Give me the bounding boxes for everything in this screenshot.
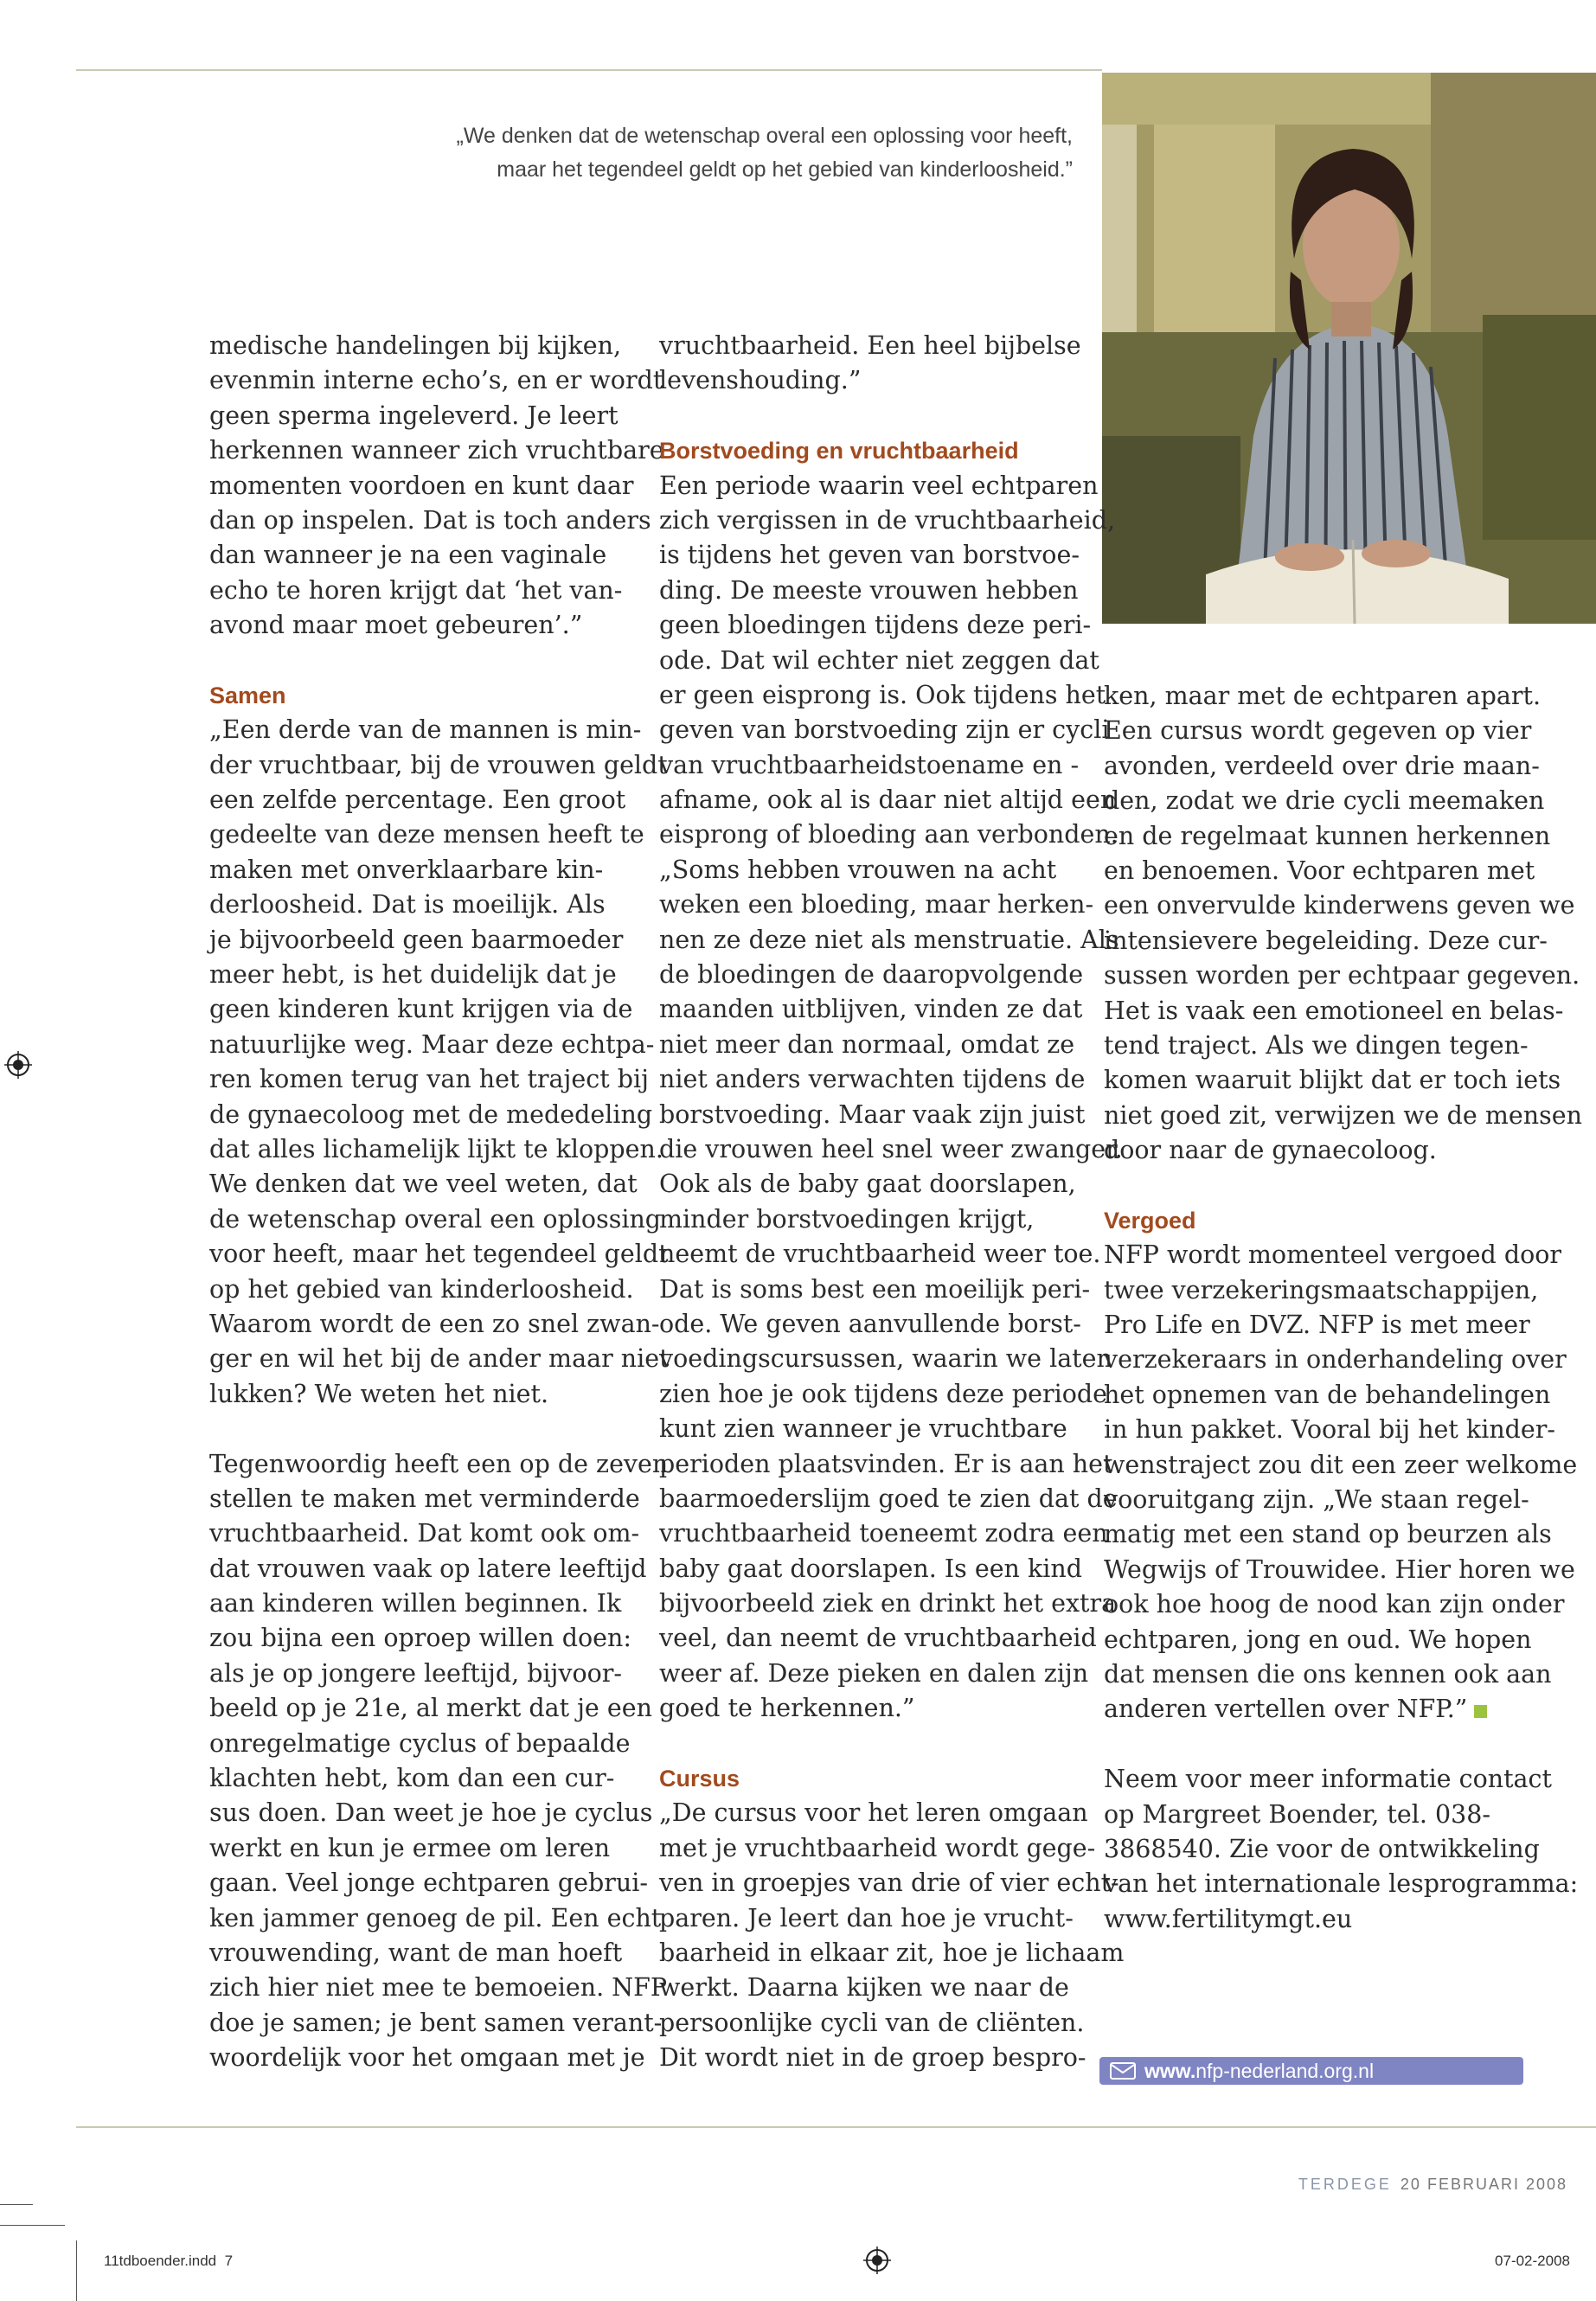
text-line	[209, 1307, 659, 1342]
text-line	[659, 888, 1109, 922]
text-line	[209, 1202, 662, 1237]
text-line-content: bijvoorbeeld ziek en drinkt het extra	[659, 1589, 1117, 1618]
text-line	[659, 1377, 1109, 1412]
text-line	[209, 1167, 659, 1202]
text-line-content: de wetenschap overal een oplossing	[209, 1204, 662, 1234]
text-line	[1104, 1798, 1554, 1832]
text-line	[1104, 1623, 1554, 1657]
text-line-content: dan wanneer je na een vaginale	[209, 541, 607, 570]
text-line	[209, 1901, 662, 1936]
text-line-content: veel, dan neemt de vruchtbaarheid	[659, 1624, 1097, 1653]
text-line-content: niet meer dan normaal, omdat ze	[659, 1029, 1075, 1059]
text-line	[1104, 1448, 1578, 1483]
paragraph-gap	[659, 1727, 1109, 1761]
text-line	[659, 958, 1109, 992]
text-line-content: Pro Life en DVZ. NFP is met meer	[1104, 1311, 1530, 1340]
text-line-content: zou bijna een oproep willen doen:	[209, 1624, 631, 1653]
text-line	[659, 1586, 1117, 1621]
text-line	[1104, 1273, 1554, 1308]
text-line	[1104, 958, 1580, 993]
text-line	[659, 574, 1109, 608]
text-line	[209, 1516, 659, 1551]
text-line	[209, 1132, 663, 1167]
crop-mark	[76, 2240, 77, 2301]
text-line-content: baby gaat doorslapen. Is een kind	[659, 1554, 1082, 1583]
website-domain: nfp-nederland.org.nl	[1195, 2059, 1375, 2082]
text-line	[1104, 1343, 1567, 1377]
text-line-content: Neem voor meer informatie contact	[1104, 1765, 1552, 1794]
text-line-content: ren komen terug van het traject bij	[209, 1065, 649, 1094]
crop-mark	[0, 2225, 65, 2226]
text-line-content: dat alles lichamelijk lijkt te kloppen.	[209, 1134, 663, 1163]
text-column-2	[659, 329, 1125, 2076]
text-line	[209, 1796, 659, 1830]
text-line-content: werkt. Daarna kijken we naar de	[659, 1973, 1069, 2003]
text-line-content: nen ze deze niet als menstruatie. Als	[659, 925, 1119, 954]
text-line-content: eisprong of bloeding aan verbonden.	[659, 820, 1118, 849]
text-line	[659, 992, 1109, 1027]
text-line	[659, 923, 1119, 958]
text-line	[1104, 1657, 1554, 1692]
website-banner[interactable]	[1099, 2057, 1523, 2085]
text-line-content: maken met onverklaarbare kin-	[209, 855, 604, 884]
text-line-content: herkennen wanneer zich vruchtbare	[209, 436, 664, 465]
text-line-content: tend traject. Als we dingen tegen-	[1104, 1030, 1529, 1060]
section-heading: Cursus	[659, 1766, 740, 1792]
text-line	[1104, 1832, 1554, 1867]
text-line	[209, 1062, 659, 1097]
text-line	[659, 469, 1109, 503]
text-line	[659, 1866, 1119, 1900]
text-line-content: ode. We geven aanvullende borst-	[659, 1309, 1081, 1338]
text-line-content: medische handelingen bij kijken,	[209, 331, 622, 360]
website-prefix: www.	[1144, 2059, 1196, 2082]
text-line-content: kunt zien wanneer je vruchtbare	[659, 1414, 1067, 1444]
text-line-content: de gynaecoloog met de mededeling	[209, 1099, 653, 1129]
text-line-content: anderen vertellen over NFP.”	[1104, 1695, 1468, 1724]
text-line-content: is tijdens het geven van borstvoe-	[659, 541, 1080, 570]
text-line	[659, 1237, 1109, 1272]
text-line	[659, 748, 1109, 783]
text-line	[209, 958, 659, 992]
text-line-content: ode. Dat wil echter niet zeggen dat	[659, 645, 1099, 675]
text-line-content: 3868540. Zie voor de ontwikkeling	[1104, 1834, 1540, 1863]
text-line	[1104, 679, 1554, 714]
text-line-content: meer hebt, is het duidelijk dat je	[209, 960, 617, 990]
text-line	[209, 1971, 668, 2005]
text-line	[209, 1657, 659, 1691]
text-line-content: en benoemen. Voor echtparen met	[1104, 856, 1535, 885]
text-line	[1104, 1867, 1579, 1901]
text-line-content: dat mensen die ons kennen ook aan	[1104, 1659, 1552, 1689]
text-line	[209, 503, 659, 538]
text-line-content: dan op inspelen. Dat is toch anders	[209, 505, 651, 535]
text-line	[659, 1098, 1109, 1132]
pull-quote-line: „We denken dat de wetenschap overal een oplossing voor heeft,	[456, 124, 1073, 148]
text-line-content: ken, maar met de echtparen apart.	[1104, 682, 1542, 710]
text-line-content: niet goed zit, verwijzen we de mensen	[1104, 1100, 1582, 1130]
slug-date: 07-02-2008	[1495, 2253, 1570, 2269]
text-line	[209, 1272, 659, 1307]
text-line-content: den, zodat we drie cycli meemaken	[1104, 786, 1545, 816]
text-line-content: geen sperma ingeleverd. Je leert	[209, 401, 619, 430]
text-line-content: een onvervulde kinderwens geven we	[1104, 891, 1575, 920]
text-line	[659, 2006, 1109, 2041]
text-line-content: een zelfde percentage. Een groot	[209, 785, 626, 815]
text-line	[209, 1098, 659, 1132]
text-line	[1104, 1692, 1554, 1727]
text-line	[659, 1482, 1118, 1516]
text-line-content: voor heeft, maar het tegendeel geldt	[209, 1240, 669, 1269]
text-line-content: weken een bloeding, maar herken-	[659, 890, 1094, 920]
text-line-content: niet anders verwachten tijdens de	[659, 1065, 1086, 1094]
text-line	[1104, 819, 1554, 854]
pull-quote	[260, 119, 1073, 187]
text-line-content: Wegwijs of Trouwidee. Hier horen we	[1104, 1554, 1575, 1584]
text-line-content: onregelmatige cyclus of bepaalde	[209, 1728, 631, 1758]
text-line-content: gedeelte van deze mensen heeft te	[209, 820, 644, 849]
text-line-content: beeld op je 21e, al merkt dat je een	[209, 1694, 652, 1723]
text-line	[1104, 784, 1554, 818]
text-line-content: matig met een stand op beurzen als	[1104, 1520, 1552, 1549]
page-footer	[1298, 2176, 1567, 2194]
text-line	[209, 1761, 659, 1796]
slug-file	[104, 2253, 233, 2270]
text-line	[209, 1342, 670, 1376]
text-line	[209, 923, 659, 958]
text-line-content: twee verzekeringsmaatschappijen,	[1104, 1275, 1539, 1304]
text-line-content: als je op jongere leeftijd, bijvoor-	[209, 1658, 623, 1688]
text-line-content: Het is vaak een emotioneel en belas-	[1104, 996, 1564, 1025]
text-line	[1104, 924, 1554, 958]
text-line	[1104, 1099, 1582, 1133]
text-line	[659, 1657, 1109, 1691]
text-line-content: der vruchtbaar, bij de vrouwen geldt	[209, 750, 668, 779]
slug-filename: 11tdboender.indd	[104, 2253, 217, 2269]
text-line-content: Dit wordt niet in de groep bespro-	[659, 2043, 1086, 2073]
text-line-content: We denken dat we veel weten, dat	[209, 1170, 638, 1199]
text-line	[1104, 1553, 1575, 1587]
text-line-content: baarheid in elkaar zit, hoe je lichaam	[659, 1938, 1125, 1967]
text-line-content: zich hier niet mee te bemoeien. NFP	[209, 1973, 668, 2003]
text-line-content: Tegenwoordig heeft een op de zeven	[209, 1449, 669, 1478]
section-heading: Samen	[209, 682, 286, 708]
text-line	[659, 1272, 1109, 1307]
text-column-1	[209, 329, 670, 2076]
text-line-content: vruchtbaarheid. Dat komt ook om-	[209, 1519, 640, 1548]
text-line	[1104, 1378, 1554, 1413]
text-line	[659, 2041, 1109, 2075]
slug-page: 7	[224, 2253, 234, 2269]
paragraph-gap	[1104, 1168, 1554, 1202]
text-line-content: echo te horen krijgt dat ‘het van-	[209, 575, 623, 605]
section-heading: Borstvoeding en vruchtbaarheid	[659, 438, 1019, 465]
text-line	[209, 817, 659, 852]
text-line-content: paren. Je leert dan hoe je vrucht-	[659, 1903, 1074, 1932]
issue-date: 20 FEBRUARI 2008	[1400, 2176, 1567, 2193]
text-line-content: natuurlijke weg. Maar deze echtpa-	[209, 1029, 655, 1059]
text-line-content: lukken? We weten het niet.	[209, 1379, 549, 1408]
text-line	[1104, 994, 1564, 1029]
text-line-content: Dat is soms best een moeilijk peri-	[659, 1274, 1091, 1304]
text-line-content: minder borstvoedingen krijgt,	[659, 1204, 1035, 1234]
top-rule	[76, 69, 1102, 71]
text-line-content: sus doen. Dan weet je hoe je cyclus	[209, 1798, 653, 1828]
text-line	[1104, 888, 1575, 923]
text-line	[209, 1727, 659, 1761]
text-line-content: weer af. Deze pieken en dalen zijn	[659, 1658, 1089, 1688]
text-line	[209, 399, 659, 433]
text-line	[209, 1831, 659, 1866]
text-line	[659, 1412, 1109, 1446]
text-line	[1104, 1762, 1554, 1797]
text-line	[659, 1901, 1109, 1936]
text-line	[659, 1936, 1125, 1971]
text-line	[659, 1167, 1109, 1202]
section-heading: Vergoed	[1104, 1207, 1196, 1234]
text-line-content: avond maar moet gebeuren’.”	[209, 611, 583, 640]
text-line	[659, 1796, 1109, 1830]
text-line-content: klachten hebt, kom dan een cur-	[209, 1764, 615, 1793]
text-line-content: stellen te maken met verminderde	[209, 1484, 640, 1513]
text-line	[1104, 1029, 1554, 1063]
paragraph-gap	[209, 1412, 659, 1446]
text-line	[209, 2041, 659, 2075]
text-line	[659, 1831, 1109, 1866]
text-line	[209, 469, 659, 503]
portrait-photo	[1102, 73, 1596, 624]
text-line	[209, 1552, 659, 1586]
text-line-content: ger en wil het bij de ander maar niet	[209, 1344, 670, 1374]
text-line	[209, 538, 659, 573]
pull-quote-line: maar het tegendeel geldt op het gebied van kinderloosheid.”	[497, 157, 1073, 182]
text-line-content: momenten voordoen en kunt daar	[209, 471, 634, 500]
text-line	[659, 1447, 1113, 1482]
text-line	[209, 1936, 659, 1971]
text-line	[1104, 1483, 1554, 1517]
text-line-content: Een cursus wordt gegeven op vier	[1104, 716, 1532, 746]
text-line-content: op het gebied van kinderloosheid.	[209, 1274, 634, 1304]
text-line-content: ven in groepjes van drie of vier echt-	[659, 1868, 1119, 1898]
text-line-content: Waarom wordt de een zo snel zwan-	[209, 1309, 660, 1338]
text-line	[659, 1621, 1109, 1656]
text-line	[209, 433, 664, 468]
text-line-content: levenshouding.”	[659, 366, 862, 395]
text-line-content: borstvoeding. Maar vaak zijn juist	[659, 1099, 1086, 1129]
paragraph-gap	[209, 644, 659, 678]
text-line	[209, 888, 659, 922]
text-line	[659, 783, 1117, 817]
crop-mark	[0, 2204, 33, 2205]
text-line-content: er geen eisprong is. Ook tijdens het	[659, 680, 1106, 709]
text-line	[209, 608, 659, 643]
text-line-content: vruchtbaarheid. Een heel bijbelse	[659, 331, 1081, 360]
text-line	[209, 1586, 659, 1621]
text-line-content: op Margreet Boender, tel. 038-	[1104, 1799, 1490, 1829]
text-line	[209, 1482, 659, 1516]
text-line	[659, 713, 1109, 747]
text-line	[659, 538, 1109, 573]
text-line-content: derloosheid. Dat is moeilijk. Als	[209, 890, 606, 920]
text-line-content: www.fertilitymgt.eu	[1104, 1904, 1353, 1933]
text-line	[209, 992, 659, 1027]
text-line	[659, 1552, 1109, 1586]
text-line	[659, 329, 1109, 363]
text-line	[659, 1028, 1109, 1062]
text-line	[1104, 1587, 1565, 1622]
text-line-content: avonden, verdeeld over drie maan-	[1104, 751, 1540, 780]
text-line	[209, 1447, 669, 1482]
text-line	[659, 1516, 1109, 1551]
text-line-content: vruchtbaarheid toeneemt zodra een	[659, 1519, 1108, 1548]
text-line-content: evenmin interne echo’s, en er wordt	[209, 366, 663, 395]
end-mark-icon	[1474, 1705, 1487, 1718]
text-line-content: neemt de vruchtbaarheid weer toe.	[659, 1240, 1101, 1269]
text-line	[659, 1971, 1109, 2005]
text-line-content: gaan. Veel jonge echtparen gebrui-	[209, 1868, 648, 1898]
text-line	[1104, 1238, 1562, 1272]
text-line-content: vrouwending, want de man hoeft	[209, 1938, 623, 1967]
text-line-content: verzekeraars in onderhandeling over	[1104, 1345, 1567, 1375]
text-line-content: Een periode waarin veel echtparen	[659, 471, 1099, 500]
paragraph-gap	[659, 399, 1109, 433]
text-line-content: Ook als de baby gaat doorslapen,	[659, 1170, 1076, 1199]
registration-mark-icon	[4, 1051, 32, 1082]
text-line	[209, 853, 659, 888]
text-line	[209, 1866, 659, 1900]
text-line	[209, 1691, 659, 1726]
text-line	[1104, 1413, 1554, 1447]
paragraph-gap	[1104, 1727, 1554, 1762]
text-line-content: geen kinderen kunt krijgen via de	[209, 995, 633, 1024]
text-line-content: woordelijk voor het omgaan met je	[209, 2043, 645, 2073]
text-column-3	[1104, 679, 1582, 1937]
registration-mark-icon	[863, 2247, 891, 2278]
text-line	[659, 678, 1109, 713]
text-line-content: je bijvoorbeeld geen baarmoeder	[209, 925, 624, 954]
text-line-content: geen bloedingen tijdens deze peri-	[659, 611, 1092, 640]
text-line-content: dat vrouwen vaak op latere leeftijd	[209, 1554, 647, 1583]
text-line	[209, 329, 659, 363]
text-line	[209, 1377, 659, 1412]
text-line	[659, 363, 1109, 398]
text-line-content: ken jammer genoeg de pil. Een echt	[209, 1903, 662, 1932]
text-line	[1104, 854, 1554, 888]
text-line-content: van vruchtbaarheidstoename en -	[659, 750, 1080, 779]
magazine-name: TERDEGE	[1298, 2176, 1392, 2193]
text-line	[659, 608, 1109, 643]
text-line-content: „Een derde van de mannen is min-	[209, 715, 642, 745]
text-line	[1104, 1902, 1554, 1937]
text-line-content: echtparen, jong en oud. We hopen	[1104, 1625, 1532, 1654]
text-line	[659, 1132, 1123, 1167]
text-line-content: zien hoe je ook tijdens deze periode	[659, 1379, 1107, 1408]
text-line-content: voedingscursussen, waarin we laten	[659, 1344, 1112, 1374]
text-line-content: aan kinderen willen beginnen. Ik	[209, 1589, 622, 1618]
text-line-content: ding. De meeste vrouwen hebben	[659, 575, 1079, 605]
text-line-content: „De cursus voor het leren omgaan	[659, 1798, 1088, 1828]
text-line-content: maanden uitblijven, vinden ze dat	[659, 995, 1083, 1024]
text-line	[209, 783, 659, 817]
text-line	[659, 1062, 1109, 1097]
text-line-content: komen waaruit blijkt dat er toch iets	[1104, 1066, 1561, 1095]
text-line-content: geven van borstvoeding zijn er cycli	[659, 715, 1110, 745]
text-line	[209, 713, 659, 747]
text-line-content: en de regelmaat kunnen herkennen	[1104, 821, 1551, 850]
text-line	[209, 574, 659, 608]
text-line-content: van het internationale lesprogramma:	[1104, 1869, 1579, 1899]
text-line	[1104, 749, 1554, 784]
text-line	[209, 2006, 663, 2041]
text-line	[209, 363, 663, 398]
text-line-content: de bloedingen de daaropvolgende	[659, 960, 1084, 990]
text-line	[209, 1621, 659, 1656]
text-line-content: intensievere begeleiding. Deze cur-	[1104, 926, 1548, 955]
envelope-icon	[1110, 2062, 1136, 2080]
text-line-content: doe je samen; je bent samen verant-	[209, 2008, 663, 2037]
text-line-content: ook hoe hoog de nood kan zijn onder	[1104, 1590, 1565, 1619]
text-line-content: door naar de gynaecoloog.	[1104, 1136, 1437, 1165]
text-line	[659, 1342, 1112, 1376]
text-line-content: sussen worden per echtpaar gegeven.	[1104, 961, 1580, 990]
text-line	[659, 1307, 1109, 1342]
bottom-rule	[76, 2126, 1596, 2128]
text-line	[209, 1237, 669, 1272]
text-line-content: afname, ook al is daar niet altijd een	[659, 785, 1117, 815]
text-line-content: wenstraject zou dit een zeer welkome	[1104, 1450, 1578, 1479]
text-line	[659, 644, 1109, 678]
text-line-content: zich vergissen in de vruchtbaarheid,	[659, 505, 1116, 535]
text-line	[1104, 1308, 1554, 1343]
text-line	[659, 503, 1116, 538]
text-line-content: NFP wordt momenteel vergoed door	[1104, 1240, 1562, 1270]
text-line-content: met je vruchtbaarheid wordt gege-	[659, 1833, 1096, 1862]
text-line-content: werkt en kun je ermee om leren	[209, 1833, 611, 1862]
text-line-content: het opnemen van de behandelingen	[1104, 1380, 1551, 1409]
text-line-content: perioden plaatsvinden. Er is aan het	[659, 1449, 1113, 1478]
text-line	[1104, 714, 1554, 748]
text-line-content: „Soms hebben vrouwen na acht	[659, 855, 1057, 884]
text-line-content: in hun pakket. Vooral bij het kinder-	[1104, 1415, 1556, 1445]
text-line	[659, 853, 1109, 888]
text-line	[1104, 1063, 1561, 1098]
text-line	[659, 817, 1118, 852]
text-line	[659, 1202, 1109, 1237]
text-line-content: baarmoederslijm goed te zien dat de	[659, 1484, 1118, 1513]
text-line-content: die vrouwen heel snel weer zwanger.	[659, 1134, 1123, 1163]
text-line-content: goed te herkennen.”	[659, 1694, 915, 1723]
text-line-content: vooruitgang zijn. „We staan regel-	[1104, 1484, 1529, 1514]
text-line	[1104, 1133, 1554, 1168]
text-line	[659, 1691, 1109, 1726]
text-line	[1104, 1517, 1554, 1552]
text-line-content: persoonlijke cycli van de cliënten.	[659, 2008, 1085, 2037]
text-line	[209, 748, 668, 783]
text-line	[209, 1028, 659, 1062]
